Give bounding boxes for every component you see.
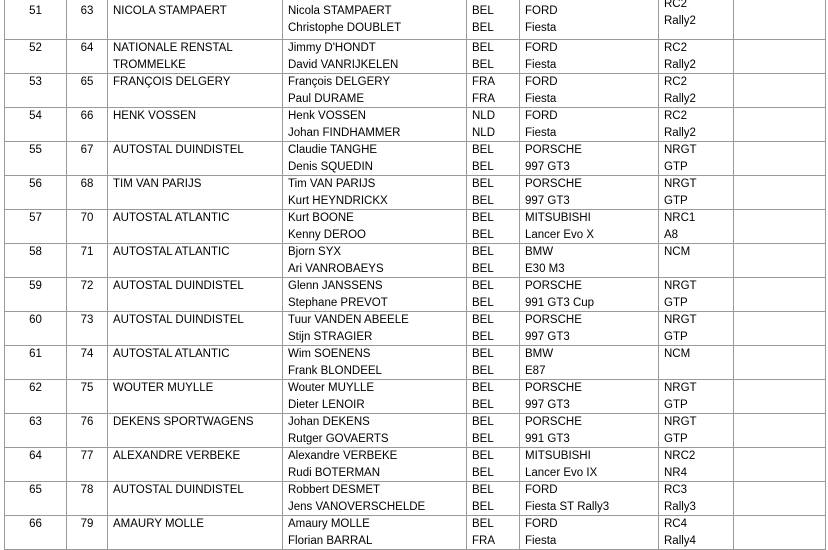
start-number-cell: 75 xyxy=(67,380,108,414)
position-cell: 56 xyxy=(5,176,67,210)
class-cell xyxy=(659,74,734,108)
nationality-cell xyxy=(467,40,520,74)
entrant-cell xyxy=(108,346,283,380)
entrant-cell xyxy=(108,482,283,516)
position-cell: 51 xyxy=(5,0,67,40)
car-cell xyxy=(520,108,659,142)
crew-cell xyxy=(283,448,467,482)
car-cell-line: Fiesta xyxy=(525,21,557,34)
class-cell-line: Rally2 xyxy=(664,92,696,105)
entrant-cell xyxy=(108,40,283,74)
nationality-cell-line: BEL xyxy=(472,212,494,224)
crew-cell xyxy=(283,312,467,346)
class-cell xyxy=(659,210,734,244)
crew-cell xyxy=(283,414,467,448)
nationality-cell-line: BEL xyxy=(472,178,494,190)
entrant-cell-line: AUTOSTAL DUINDISTEL xyxy=(113,484,244,496)
table-row xyxy=(5,516,826,550)
class-cell xyxy=(659,108,734,142)
car-cell xyxy=(520,380,659,414)
nationality-cell xyxy=(467,312,520,346)
table-row xyxy=(5,142,826,176)
crew-cell xyxy=(283,176,467,210)
car-cell xyxy=(520,516,659,550)
car-cell-line: PORSCHE xyxy=(525,314,582,326)
class-cell-line: NRGT xyxy=(664,314,697,326)
entrant-cell-line: DEKENS SPORTWAGENS xyxy=(113,416,254,428)
car-cell-line: 997 GT3 xyxy=(525,194,570,207)
class-cell-line: RC3 xyxy=(664,484,688,496)
empty-cell xyxy=(734,278,826,312)
start-number-cell: 67 xyxy=(67,142,108,176)
car-cell xyxy=(520,74,659,108)
position-cell: 54 xyxy=(5,108,67,142)
nationality-cell xyxy=(467,142,520,176)
class-cell-line: Rally2 xyxy=(664,126,696,139)
nationality-cell xyxy=(467,108,520,142)
table-row xyxy=(5,414,826,448)
empty-cell xyxy=(734,516,826,550)
position-cell: 52 xyxy=(5,40,67,74)
crew-cell-line: Paul DURAME xyxy=(288,92,365,105)
table-row xyxy=(5,0,826,40)
car-cell xyxy=(520,210,659,244)
entrant-cell-line: AUTOSTAL ATLANTIC xyxy=(113,246,230,258)
crew-cell xyxy=(283,74,467,108)
nationality-cell xyxy=(467,346,520,380)
start-number-cell: 78 xyxy=(67,482,108,516)
table-row xyxy=(5,210,826,244)
empty-cell xyxy=(734,244,826,278)
class-cell xyxy=(659,0,734,40)
class-cell-line: GTP xyxy=(664,432,688,445)
car-cell xyxy=(520,346,659,380)
crew-cell xyxy=(283,482,467,516)
nationality-cell-line: FRA xyxy=(472,92,495,105)
car-cell-line: Fiesta xyxy=(525,126,557,139)
crew-cell xyxy=(283,346,467,380)
empty-cell xyxy=(734,346,826,380)
car-cell-line: Lancer Evo IX xyxy=(525,466,598,479)
crew-cell-line: Kenny DEROO xyxy=(288,228,366,241)
nationality-cell xyxy=(467,74,520,108)
entrant-cell-line: TIM VAN PARIJS xyxy=(113,178,202,190)
car-cell-line: Fiesta xyxy=(525,534,557,547)
crew-cell-line: Johan DEKENS xyxy=(288,416,370,428)
car-cell-line: 997 GT3 xyxy=(525,330,570,343)
nationality-cell-line: BEL xyxy=(472,262,494,275)
empty-cell xyxy=(734,108,826,142)
crew-cell-line: Florian BARRAL xyxy=(288,534,373,547)
nationality-cell xyxy=(467,414,520,448)
start-number-cell: 72 xyxy=(67,278,108,312)
nationality-cell-line: BEL xyxy=(472,450,494,462)
car-cell xyxy=(520,40,659,74)
car-cell-line: FORD xyxy=(525,42,558,54)
class-cell xyxy=(659,40,734,74)
class-cell-line: NR4 xyxy=(664,466,688,479)
class-cell-line: Rally2 xyxy=(664,14,696,27)
position-cell: 65 xyxy=(5,482,67,516)
empty-cell xyxy=(734,40,826,74)
class-cell-line: GTP xyxy=(664,330,688,343)
car-cell-line: E30 M3 xyxy=(525,262,565,275)
empty-cell xyxy=(734,448,826,482)
empty-cell xyxy=(734,210,826,244)
entrant-cell-line: AUTOSTAL ATLANTIC xyxy=(113,212,230,224)
crew-cell-line: Bjorn SYX xyxy=(288,246,342,258)
entrant-cell-line: AUTOSTAL DUINDISTEL xyxy=(113,280,244,292)
car-cell-line: FORD xyxy=(525,518,558,530)
crew-cell xyxy=(283,380,467,414)
entrant-cell xyxy=(108,74,283,108)
table-row xyxy=(5,108,826,142)
nationality-cell-line: BEL xyxy=(472,58,494,71)
crew-cell xyxy=(283,142,467,176)
crew-cell-line: Tuur VANDEN ABEELE xyxy=(288,314,409,326)
crew-cell-line: Jimmy D'HONDT xyxy=(288,42,376,54)
car-cell-line: PORSCHE xyxy=(525,382,582,394)
nationality-cell xyxy=(467,176,520,210)
class-cell xyxy=(659,142,734,176)
crew-cell xyxy=(283,108,467,142)
class-cell xyxy=(659,516,734,550)
crew-cell xyxy=(283,40,467,74)
class-cell-line: Rally4 xyxy=(664,534,696,547)
entrant-cell xyxy=(108,244,283,278)
crew-cell-line: Stephane PREVOT xyxy=(288,296,388,309)
start-number-cell: 74 xyxy=(67,346,108,380)
entrant-cell-line: AUTOSTAL ATLANTIC xyxy=(113,348,230,360)
class-cell-line: NRGT xyxy=(664,382,697,394)
entrant-cell-line: AUTOSTAL DUINDISTEL xyxy=(113,314,244,326)
position-cell: 55 xyxy=(5,142,67,176)
crew-cell xyxy=(283,210,467,244)
class-cell-line: RC2 xyxy=(664,0,688,10)
nationality-cell-line: BEL xyxy=(472,382,494,394)
crew-cell-line: Stijn STRAGIER xyxy=(288,330,373,343)
nationality-cell-line: BEL xyxy=(472,5,494,17)
crew-cell xyxy=(283,0,467,40)
class-cell-line: NRGT xyxy=(664,416,697,428)
crew-cell-line: Kurt HEYNDRICKX xyxy=(288,194,388,207)
nationality-cell-line: BEL xyxy=(472,144,494,156)
empty-cell xyxy=(734,312,826,346)
empty-cell xyxy=(734,176,826,210)
class-cell-line: GTP xyxy=(664,398,688,411)
car-cell-line: 991 GT3 xyxy=(525,432,570,445)
start-number-cell: 65 xyxy=(67,74,108,108)
class-cell-line: NRC2 xyxy=(664,450,696,462)
crew-cell-line: François DELGERY xyxy=(288,76,391,88)
car-cell xyxy=(520,0,659,40)
car-cell-line: MITSUBISHI xyxy=(525,212,591,224)
nationality-cell-line: BEL xyxy=(472,280,494,292)
crew-cell-line: Robbert DESMET xyxy=(288,484,381,496)
nationality-cell-line: BEL xyxy=(472,296,494,309)
empty-cell xyxy=(734,482,826,516)
class-cell-line: NRGT xyxy=(664,178,697,190)
crew-cell-line: Nicola STAMPAERT xyxy=(288,5,392,17)
entrant-cell-line: HENK VOSSEN xyxy=(113,110,197,122)
empty-cell xyxy=(734,414,826,448)
nationality-cell-line: BEL xyxy=(472,314,494,326)
crew-cell-line: Kurt BOONE xyxy=(288,212,354,224)
entrant-cell xyxy=(108,380,283,414)
table-row xyxy=(5,244,826,278)
position-cell: 53 xyxy=(5,74,67,108)
car-cell-line: FORD xyxy=(525,5,558,17)
car-cell-line: Fiesta xyxy=(525,58,557,71)
entrant-cell-line: AMAURY MOLLE xyxy=(113,518,204,530)
start-number-cell: 68 xyxy=(67,176,108,210)
crew-cell-line: Rudi BOTERMAN xyxy=(288,466,381,479)
empty-cell xyxy=(734,380,826,414)
entrant-cell-line: FRANÇOIS DELGERY xyxy=(113,76,231,88)
entrant-cell xyxy=(108,210,283,244)
car-cell-line: 991 GT3 Cup xyxy=(525,296,595,309)
nationality-cell-line: BEL xyxy=(472,194,494,207)
entrant-cell xyxy=(108,0,283,40)
crew-cell-line: Glenn JANSSENS xyxy=(288,280,383,292)
car-cell xyxy=(520,414,659,448)
crew-cell-line: Tim VAN PARIJS xyxy=(288,178,376,190)
table-row xyxy=(5,346,826,380)
crew-cell-line: Claudie TANGHE xyxy=(288,144,378,156)
nationality-cell-line: BEL xyxy=(472,500,494,513)
car-cell xyxy=(520,482,659,516)
nationality-cell xyxy=(467,244,520,278)
nationality-cell-line: BEL xyxy=(472,484,494,496)
class-cell-line: RC2 xyxy=(664,110,688,122)
car-cell-line: FORD xyxy=(525,484,558,496)
class-cell-line: Rally3 xyxy=(664,500,696,513)
class-cell-line: NRGT xyxy=(664,144,697,156)
nationality-cell-line: BEL xyxy=(472,21,494,34)
car-cell-line: PORSCHE xyxy=(525,144,582,156)
empty-cell xyxy=(734,74,826,108)
table-row xyxy=(5,40,826,74)
nationality-cell-line: NLD xyxy=(472,126,496,139)
nationality-cell-line: BEL xyxy=(472,364,494,377)
class-cell-line: GTP xyxy=(664,296,688,309)
start-number-cell: 73 xyxy=(67,312,108,346)
table-row xyxy=(5,74,826,108)
class-cell xyxy=(659,380,734,414)
crew-cell-line: Christophe DOUBLET xyxy=(288,21,402,34)
table-row xyxy=(5,448,826,482)
class-cell xyxy=(659,346,734,380)
position-cell: 62 xyxy=(5,380,67,414)
car-cell xyxy=(520,278,659,312)
table-row xyxy=(5,312,826,346)
entrant-cell-line: NICOLA STAMPAERT xyxy=(113,5,227,17)
start-number-cell: 70 xyxy=(67,210,108,244)
car-cell-line: 997 GT3 xyxy=(525,398,570,411)
class-cell xyxy=(659,244,734,278)
crew-cell-line: Johan FINDHAMMER xyxy=(288,126,401,139)
nationality-cell xyxy=(467,278,520,312)
position-cell: 57 xyxy=(5,210,67,244)
crew-cell-line: Frank BLONDEEL xyxy=(288,364,382,377)
nationality-cell-line: BEL xyxy=(472,466,494,479)
nationality-cell-line: FRA xyxy=(472,76,495,88)
nationality-cell xyxy=(467,380,520,414)
crew-cell-line: Wim SOENENS xyxy=(288,348,371,360)
car-cell-line: 997 GT3 xyxy=(525,160,570,173)
entrant-cell xyxy=(108,176,283,210)
class-cell xyxy=(659,176,734,210)
entrant-cell xyxy=(108,278,283,312)
nationality-cell-line: BEL xyxy=(472,518,494,530)
crew-cell xyxy=(283,244,467,278)
table-row xyxy=(5,176,826,210)
crew-cell-line: Henk VOSSEN xyxy=(288,110,366,122)
entrant-cell-line: NATIONALE RENSTAL xyxy=(113,42,233,54)
car-cell-line: PORSCHE xyxy=(525,280,582,292)
class-cell xyxy=(659,414,734,448)
start-number-cell: 63 xyxy=(67,0,108,40)
nationality-cell-line: BEL xyxy=(472,348,494,360)
entrant-cell-line: AUTOSTAL DUINDISTEL xyxy=(113,144,244,156)
entrant-cell xyxy=(108,414,283,448)
class-cell-line: GTP xyxy=(664,160,688,173)
crew-cell-line: Denis SQUEDIN xyxy=(288,160,373,173)
crew-cell-line: Dieter LENOIR xyxy=(288,398,365,411)
start-number-cell: 71 xyxy=(67,244,108,278)
start-number-cell: 66 xyxy=(67,108,108,142)
crew-cell-line: Rutger GOVAERTS xyxy=(288,432,389,445)
nationality-cell-line: BEL xyxy=(472,160,494,173)
position-cell: 59 xyxy=(5,278,67,312)
class-cell-line: RC2 xyxy=(664,42,688,54)
table-row xyxy=(5,380,826,414)
car-cell xyxy=(520,312,659,346)
crew-cell-line: Amaury MOLLE xyxy=(288,518,370,530)
table-row xyxy=(5,278,826,312)
class-cell-line: Rally2 xyxy=(664,58,696,71)
class-cell-line: A8 xyxy=(664,228,679,241)
nationality-cell-line: NLD xyxy=(472,110,496,122)
entrant-cell-line: ALEXANDRE VERBEKE xyxy=(113,450,241,462)
nationality-cell xyxy=(467,516,520,550)
car-cell-line: E87 xyxy=(525,364,546,377)
entrant-cell xyxy=(108,142,283,176)
crew-cell-line: Wouter MUYLLE xyxy=(288,382,375,394)
entry-list-body xyxy=(5,0,826,550)
crew-cell xyxy=(283,516,467,550)
entrant-cell xyxy=(108,516,283,550)
nationality-cell-line: BEL xyxy=(472,432,494,445)
position-cell: 66 xyxy=(5,516,67,550)
nationality-cell-line: BEL xyxy=(472,228,494,241)
nationality-cell-line: BEL xyxy=(472,330,494,343)
class-cell-line: NCM xyxy=(664,348,691,360)
empty-cell xyxy=(734,142,826,176)
crew-cell-line: Ari VANROBAEYS xyxy=(288,262,384,275)
position-cell: 64 xyxy=(5,448,67,482)
nationality-cell xyxy=(467,448,520,482)
position-cell: 60 xyxy=(5,312,67,346)
entrant-cell-line: WOUTER MUYLLE xyxy=(113,382,214,394)
entry-list-table xyxy=(4,0,826,550)
class-cell-line: RC2 xyxy=(664,76,688,88)
start-number-cell: 76 xyxy=(67,414,108,448)
car-cell xyxy=(520,448,659,482)
car-cell xyxy=(520,244,659,278)
crew-cell-line: Jens VANOVERSCHELDE xyxy=(288,500,426,513)
start-number-cell: 64 xyxy=(67,40,108,74)
car-cell-line: BMW xyxy=(525,348,554,360)
car-cell-line: Lancer Evo X xyxy=(525,228,595,241)
car-cell-line: Fiesta xyxy=(525,92,557,105)
car-cell-line: MITSUBISHI xyxy=(525,450,591,462)
entrant-cell xyxy=(108,448,283,482)
car-cell-line: Fiesta ST Rally3 xyxy=(525,500,610,513)
class-cell xyxy=(659,278,734,312)
nationality-cell-line: FRA xyxy=(472,534,495,547)
nationality-cell-line: BEL xyxy=(472,416,494,428)
car-cell xyxy=(520,176,659,210)
car-cell-line: PORSCHE xyxy=(525,416,582,428)
position-cell: 58 xyxy=(5,244,67,278)
class-cell-line: NRGT xyxy=(664,280,697,292)
class-cell-line: RC4 xyxy=(664,518,688,530)
nationality-cell-line: BEL xyxy=(472,42,494,54)
car-cell-line: PORSCHE xyxy=(525,178,582,190)
car-cell-line: BMW xyxy=(525,246,554,258)
class-cell-line: NRC1 xyxy=(664,212,696,224)
start-number-cell: 77 xyxy=(67,448,108,482)
entrant-cell-line: TROMMELKE xyxy=(113,58,186,71)
position-cell: 63 xyxy=(5,414,67,448)
nationality-cell xyxy=(467,210,520,244)
crew-cell xyxy=(283,278,467,312)
car-cell-line: FORD xyxy=(525,110,558,122)
class-cell-line: GTP xyxy=(664,194,688,207)
nationality-cell xyxy=(467,0,520,40)
start-number-cell: 79 xyxy=(67,516,108,550)
nationality-cell-line: BEL xyxy=(472,246,494,258)
class-cell-line: NCM xyxy=(664,246,691,258)
class-cell xyxy=(659,448,734,482)
entrant-cell xyxy=(108,312,283,346)
class-cell xyxy=(659,482,734,516)
position-cell: 61 xyxy=(5,346,67,380)
table-row xyxy=(5,482,826,516)
empty-cell xyxy=(734,0,826,40)
nationality-cell xyxy=(467,482,520,516)
class-cell xyxy=(659,312,734,346)
entrant-cell xyxy=(108,108,283,142)
car-cell xyxy=(520,142,659,176)
nationality-cell-line: BEL xyxy=(472,398,494,411)
car-cell-line: FORD xyxy=(525,76,558,88)
crew-cell-line: Alexandre VERBEKE xyxy=(288,450,398,462)
crew-cell-line: David VANRIJKELEN xyxy=(288,58,399,71)
